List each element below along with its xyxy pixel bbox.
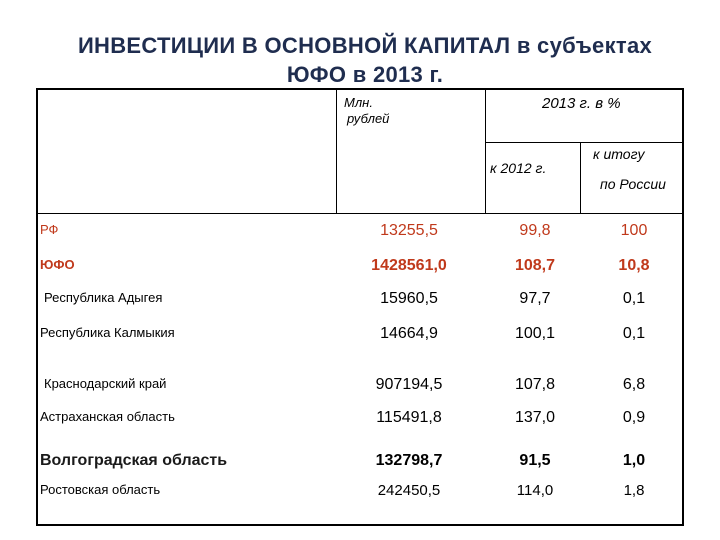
- row-value-volgograd: 132798,7: [375, 452, 443, 469]
- row-label-adygea: Республика Адыгея: [44, 290, 163, 305]
- header-year-pct: 2013 г. в %: [542, 95, 621, 112]
- row-share-rf: 100: [620, 222, 648, 239]
- row-to2012-yufo: 108,7: [514, 257, 556, 274]
- row-label-astrakhan: Астраханская область: [40, 409, 175, 424]
- row-value-kalmykia: 14664,9: [380, 325, 438, 342]
- row-share-yufo: 10,8: [618, 257, 650, 274]
- row-value-rostov: 242450,5: [377, 482, 441, 499]
- row-to2012-kalmykia: 100,1: [514, 325, 556, 342]
- header-unit-line1: Млн.: [344, 95, 373, 110]
- header-subline: [485, 142, 684, 143]
- header-to-russia-line1: к итогу: [593, 146, 645, 162]
- row-value-krasnodar: 907194,5: [375, 376, 443, 393]
- header-to-2012: к 2012 г.: [490, 160, 547, 176]
- header-bottom-line: [36, 213, 684, 214]
- row-to2012-krasnodar: 107,8: [514, 376, 556, 393]
- row-share-volgograd: 1,0: [622, 452, 646, 469]
- row-to2012-rf: 99,8: [519, 222, 551, 239]
- row-share-rostov: 1,8: [623, 482, 645, 499]
- header-to-russia-line2: по России: [600, 176, 666, 192]
- page-title-line-1: ИНВЕСТИЦИИ В ОСНОВНОЙ КАПИТАЛ в субъектах: [77, 33, 653, 58]
- row-share-kalmykia: 0,1: [622, 325, 646, 342]
- page-title-line-2: ЮФО в 2013 г.: [286, 62, 444, 87]
- row-label-yufo: ЮФО: [40, 257, 75, 272]
- header-divider-unit: [336, 90, 337, 214]
- row-share-adygea: 0,1: [622, 290, 646, 307]
- row-label-krasnodar: Краснодарский край: [44, 376, 167, 391]
- header-unit-line2: рублей: [347, 111, 390, 126]
- row-share-astrakhan: 0,9: [622, 409, 646, 426]
- row-label-kalmykia: Республика Калмыкия: [40, 325, 175, 340]
- row-to2012-astrakhan: 137,0: [514, 409, 556, 426]
- row-value-astrakhan: 115491,8: [376, 409, 442, 426]
- row-value-rf: 13255,5: [380, 222, 438, 239]
- row-share-krasnodar: 6,8: [622, 376, 646, 393]
- row-label-rf: РФ: [40, 222, 59, 237]
- row-to2012-adygea: 97,7: [519, 290, 551, 307]
- row-value-adygea: 15960,5: [380, 290, 438, 307]
- row-value-yufo: 1428561,0: [371, 257, 447, 274]
- row-label-volgograd: Волгоградская область: [40, 452, 228, 469]
- row-label-rostov: Ростовская область: [40, 482, 161, 497]
- header-divider-pct: [485, 90, 486, 214]
- row-to2012-rostov: 114,0: [516, 482, 554, 499]
- row-to2012-volgograd: 91,5: [519, 452, 551, 469]
- header-divider-sub: [580, 142, 581, 214]
